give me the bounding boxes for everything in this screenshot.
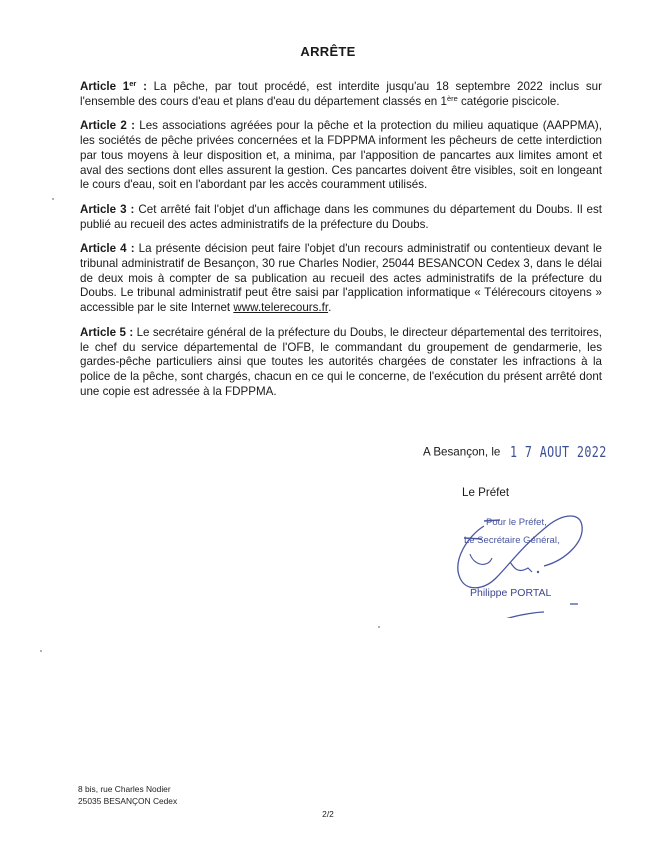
article-2-text: Les associations agréées pour la pêche et la protection du milieu aquatique (AAPPMA), les sociétés de pêche privées concernées et la FDPPMA informent les pêcheurs de cette interdiction par tous moyens à leur disposition et, a minima, par l'apposition de pancartes aux limites amont et aval des sections dont elles assurent la gestion. Ces pancartes doivent être visibles, soit en longeant le cours d'eau, soit en l'abordant par les accès couramment utilisés. <box>80 119 602 192</box>
article-3 <box>80 203 602 232</box>
article-5 <box>80 326 602 400</box>
place-date-prefix: A Besançon, le <box>423 445 501 459</box>
signature-block <box>440 508 620 618</box>
article-1: Article 1er : La pêche, par tout procédé, est interdite jusqu'au 18 septembre 2022 inclus sur l'ensemble des cours d'eau et plans d'eau du département classés en 1ère catégorie piscicole. <box>80 79 602 108</box>
page-number: 2/2 <box>322 809 334 819</box>
article-3-text: Cet arrêté fait l'objet d'un affichage dans les communes du département du Doubs. Il est publié au recueil des actes administratifs de la préfecture du Doubs. <box>80 202 602 231</box>
address-line-1: 8 bis, rue Charles Nodier <box>78 784 171 794</box>
telerecours-link[interactable]: www.telerecours.fr <box>233 301 329 315</box>
date-line <box>423 443 643 461</box>
article-2 <box>80 119 602 193</box>
scan-speck <box>378 626 380 628</box>
scan-speck <box>52 198 54 200</box>
article-1-label: Article 1er : <box>80 79 147 93</box>
document-title: ARRÊTE <box>300 44 356 59</box>
signature-secretaire: Le Secrétaire Général, <box>464 535 560 546</box>
article-2-label: Article 2 : <box>80 119 135 133</box>
article-4-text: La présente décision peut faire l'objet d'un recours administratif ou contentieux devant le tribunal administratif de Besançon, 30 rue Charles Nodier, 25044 BESANCON Cedex 3, dans le délai de deux mois à compter de sa publication au recueil des actes administratifs de la préfecture du Doubs. Le tribunal administratif peut être saisi par l'application informatique « Télérecours citoyens » accessible par le site Internet <box>80 242 602 315</box>
footer-address <box>78 783 177 807</box>
signature-pour-prefet: Pour le Préfet, <box>486 517 547 528</box>
article-5-label: Article 5 : <box>80 325 134 339</box>
signer-name: Philippe PORTAL <box>470 587 552 599</box>
article-4-label: Article 4 : <box>80 242 135 256</box>
article-5-text: Le secrétaire général de la préfecture du Doubs, le directeur départemental des territoires, le chef du service départemental de l'OFB, le commandant du groupement de gendarmerie, les gardes-pêche particuliers ainsi que toutes les autorités chargées de constater les infractions à la police de la pêche, sont chargés, chacun en ce qui le concerne, de l'exécution du présent arrêté dont une copie est adressée à la FDPPMA. <box>80 325 602 398</box>
date-stamp: 1 7 AOUT 2022 <box>510 443 608 461</box>
scan-speck <box>40 650 42 652</box>
article-1-superscript: ère <box>446 93 458 103</box>
signatory-title: Le Préfet <box>462 486 510 499</box>
article-3-label: Article 3 : <box>80 202 135 216</box>
articles-section <box>80 80 602 409</box>
article-4: Article 4 : La présente décision peut faire l'objet d'un recours administratif ou contentieux devant le tribunal administratif de Besançon, 30 rue Charles Nodier, 25044 BESANCON Cedex 3, dans le délai de deux mois à compter de sa publication au recueil des actes administratifs de la préfecture du Doubs. Le tribunal administratif peut être saisi par l'application informatique « Télérecours citoyens » accessible par le site Internet www.telerecours.fr. <box>80 242 602 315</box>
article-1-text: La pêche, par tout procédé, est interdite jusqu'au 18 septembre 2022 inclus sur l'ensemble des cours d'eau et plans d'eau du département classés en 1 <box>80 80 602 108</box>
address-line-2: 25035 BESANÇON Cedex <box>78 796 178 806</box>
